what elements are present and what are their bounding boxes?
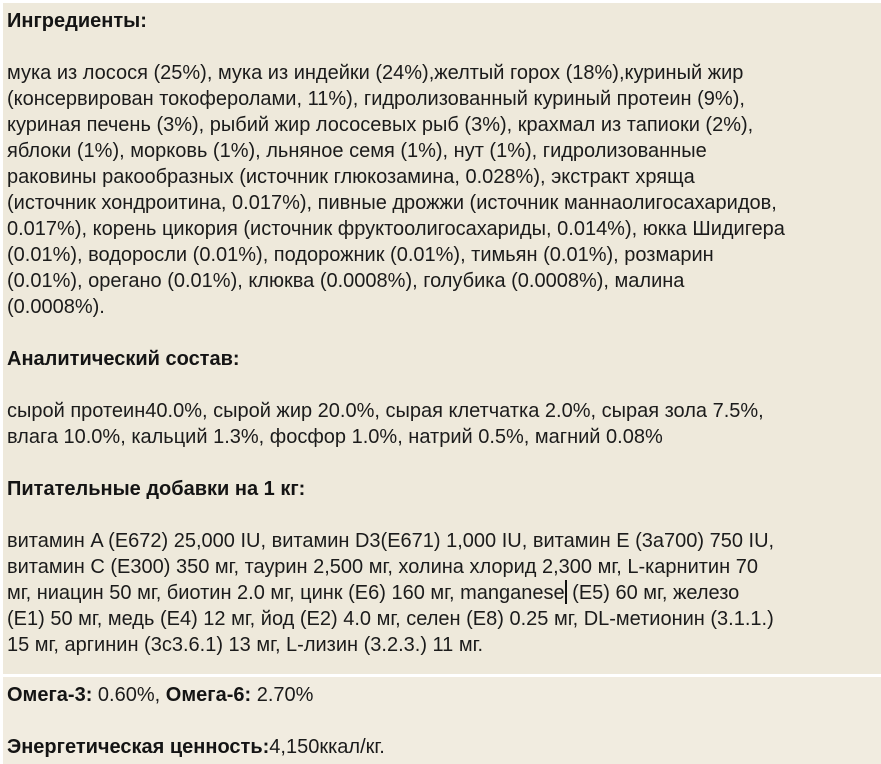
description-editor[interactable] <box>3 3 881 674</box>
additives-heading: Питательные добавки на 1 кг: <box>7 478 306 500</box>
omega-line <box>7 682 875 708</box>
energy-label: Энергетическая ценность: <box>7 736 270 758</box>
omega6-value: 2.70% <box>251 684 314 706</box>
omega6-label: Омега-6: <box>165 684 252 706</box>
additives-text <box>7 528 875 658</box>
ingredients-text: мука из лосося (25%), мука из индейки (24%),желтый горох (18%),куриный жир (консервирован токоферолами, 11%), гидролизованный куриный протеин (9%), куриная печень (3%), рыбий жир лососевых рыб (3%), крахмал из тапиоки (2%), яблоки (1%), морковь (1%), льняное семя (1%), нут (1%), гидролизованные раковины ракообразных (источник глюкозамина, 0.028%), экстракт хряща (источник хондроитина, 0.017%), пивные дрожжи (источник маннаолигосахаридов, 0.017%), корень цикория (источник фруктоолигосахариды, 0.014%), юкка Шидигера (0.01%), водоросли (0.01%), подорожник (0.01%), тимьян (0.01%), розмарин (0.01%), орегано (0.01%), клюква (0.0008%), голубика (0.0008%), малина (0.0008%). <box>7 62 785 318</box>
analysis-text: сырой протеин40.0%, сырой жир 20.0%, сырая клетчатка 2.0%, сырая зола 7.5%, влага 10.0%, кальций 1.3%, фосфор 1.0%, натрий 0.5%, магний 0.08% <box>7 400 764 448</box>
additives-text-before-caret: витамин A (Е672) 25,000 IU, витамин D3(Е671) 1,000 IU, витамин E (3a700) 750 IU, витамин C (Е300) 350 мг, таурин 2,500 мг, холина хлорид 2,300 мг, L-карнитин 70 мг, ниацин 50 мг, биотин 2.0 мг, цинк (Е6) 160 мг, manganese <box>7 530 775 604</box>
nutrition-summary <box>3 677 881 764</box>
additives-text-after-caret: (Е5) 60 мг, железо (Е1) 50 мг, медь (Е4) 12 мг, йод (Е2) 4.0 мг, селен (Е8) 0.25 мг, DL-метионин (3.1.1.) 15 мг, аргинин (3c3.6.1) 13 мг, L-лизин (3.2.3.) 11 мг. <box>7 582 774 656</box>
omega3-label: Омега-3: <box>7 684 93 706</box>
energy-value: 4,150ккал/кг. <box>269 736 385 758</box>
omega3-value: 0.60%, <box>92 684 166 706</box>
energy-line <box>7 734 875 760</box>
ingredients-heading: Ингредиенты: <box>7 10 147 32</box>
analysis-heading: Аналитический состав: <box>7 348 240 370</box>
